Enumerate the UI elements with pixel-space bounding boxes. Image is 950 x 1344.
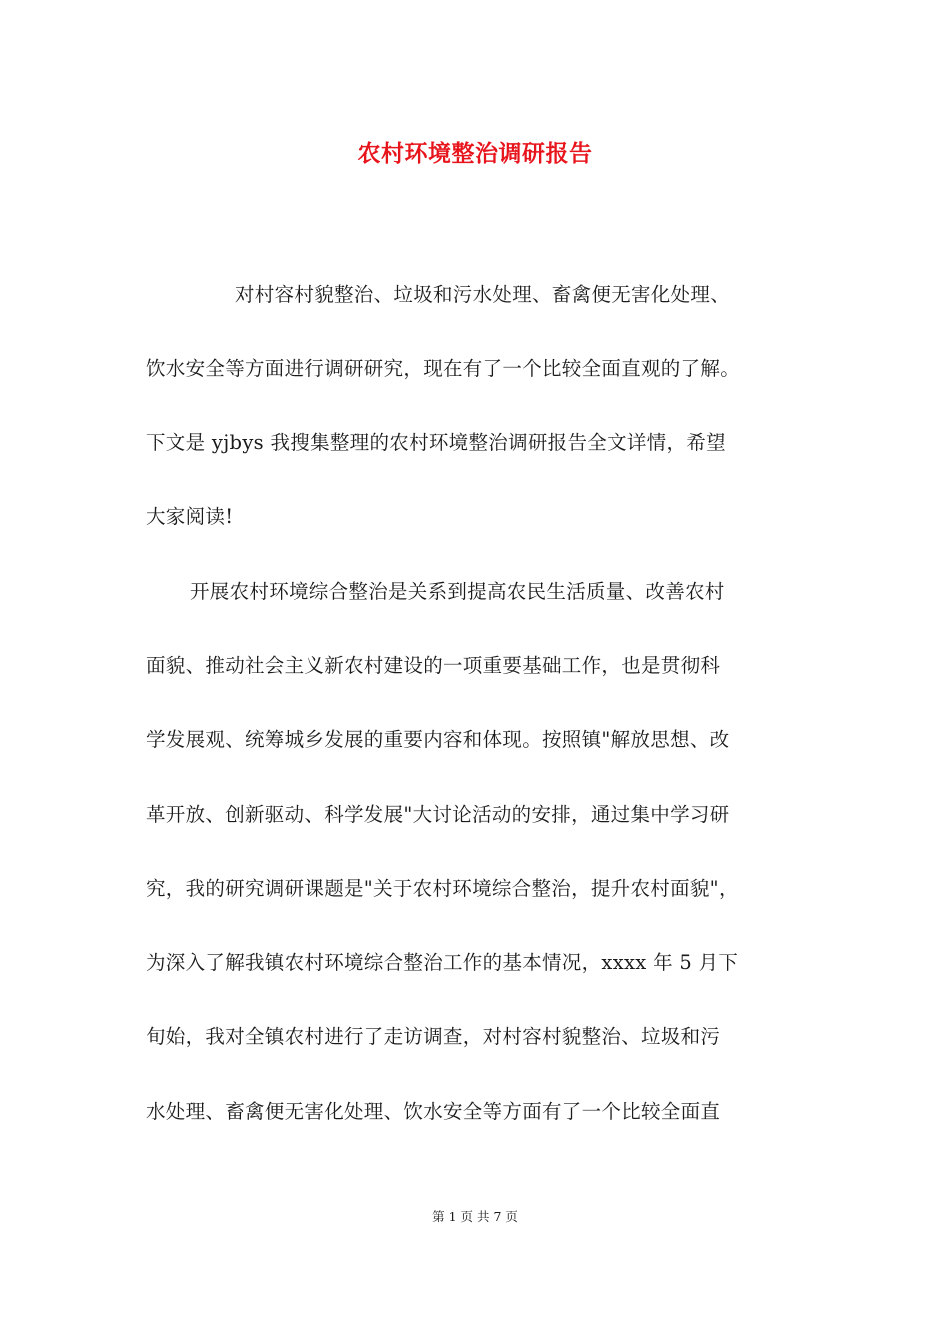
paragraph-line: 面貌、推动社会主义新农村建设的一项重要基础工作，也是贯彻科: [146, 654, 721, 677]
paragraph-line: 开展农村环境综合整治是关系到提高农民生活质量、改善农村: [190, 580, 725, 603]
paragraph-line: 下文是 yjbys 我搜集整理的农村环境整治调研报告全文详情，希望: [146, 431, 726, 454]
paragraph-line: 对村容村貌整治、垃圾和污水处理、畜禽便无害化处理、: [235, 283, 731, 306]
paragraph-line: 学发展观、统筹城乡发展的重要内容和体现。按照镇"解放思想、改: [146, 728, 730, 751]
paragraph-line: 究，我的研究调研课题是"关于农村环境综合整治，提升农村面貌"，: [146, 877, 739, 900]
document-title: 农村环境整治调研报告: [357, 140, 593, 167]
paragraph-line: 革开放、创新驱动、科学发展"大讨论活动的安排，通过集中学习研: [146, 803, 730, 826]
page-number-footer: 第 1 页 共 7 页: [432, 1209, 518, 1224]
paragraph-line: 饮水安全等方面进行调研研究，现在有了一个比较全面直观的了解。: [146, 357, 741, 380]
paragraph-line: 为深入了解我镇农村环境综合整治工作的基本情况，xxxx 年 5 月下: [146, 951, 739, 974]
paragraph-line: 旬始，我对全镇农村进行了走访调查，对村容村貌整治、垃圾和污: [146, 1025, 721, 1048]
paragraph-line: 大家阅读!: [146, 505, 234, 528]
paragraph-line: 水处理、畜禽便无害化处理、饮水安全等方面有了一个比较全面直: [146, 1100, 721, 1123]
